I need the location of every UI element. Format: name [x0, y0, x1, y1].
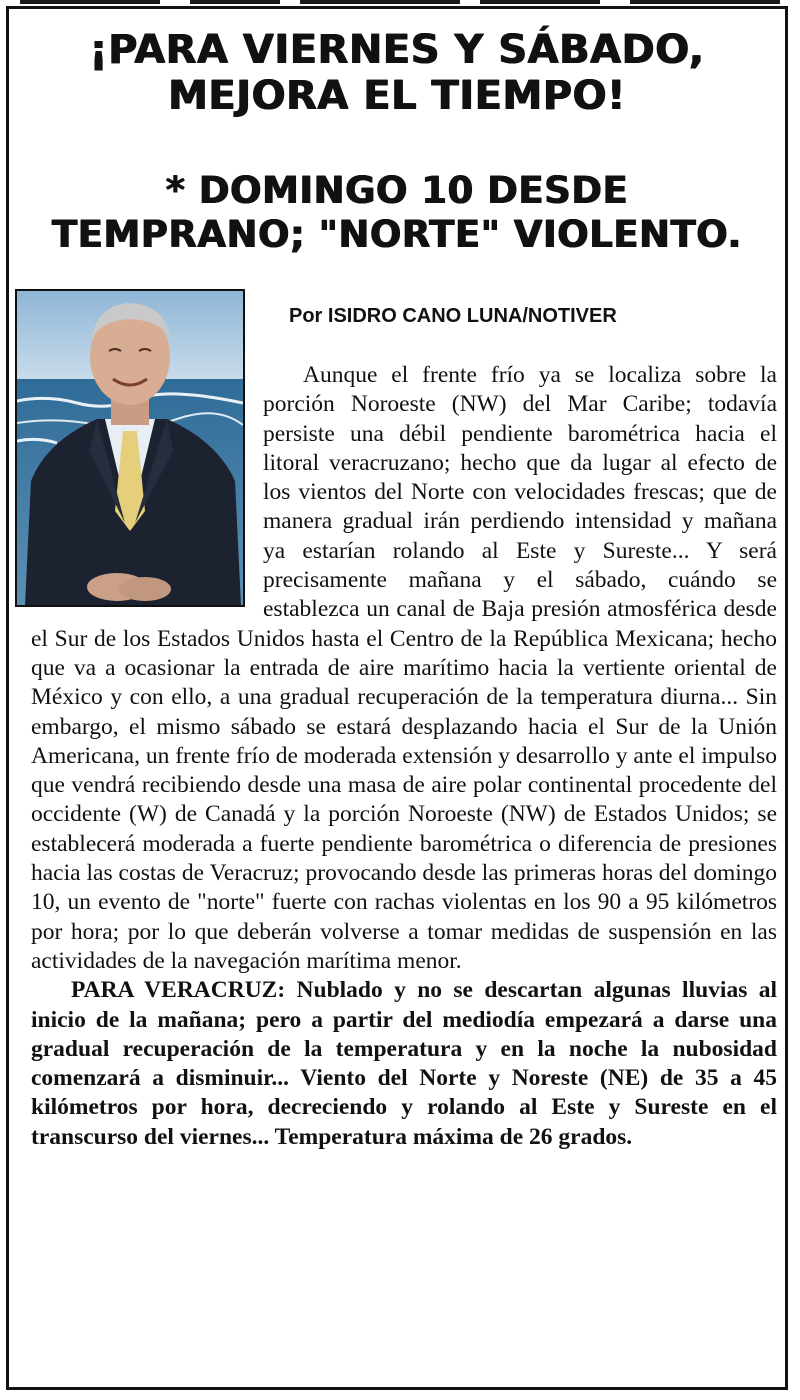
sub-headline: [9, 169, 785, 257]
byline: Por ISIDRO CANO LUNA/NOTIVER: [289, 305, 617, 327]
headline-line-1: ¡PARA VIERNES Y SÁBADO,: [89, 27, 705, 73]
article-body: [31, 361, 777, 1152]
sub-headline-line-2: TEMPRANO; "NORTE" VIOLENTO.: [52, 213, 742, 256]
main-headline: [9, 27, 785, 119]
article-paragraph-2-forecast: PARA VERACRUZ: Nublado y no se descartan algunas lluvias al inicio de la mañana; pero a partir del mediodía empezará a darse una gradual recuperación de la temperatura y en la noche la nubosidad comenzará a disminuir... Viento del Norte y Noreste (NE) de 35 a 45 kilómetros por hora, decreciendo y rolando al Este y Sureste en el transcurso del viernes... Temperatura máxima de 26 grados.: [31, 977, 777, 1150]
photo-wrap-spacer: [31, 361, 255, 619]
article-paragraph-1: Aunque el frente frío ya se localiza sobre la porción Noroeste (NW) del Mar Caribe; todavía persiste una débil pendiente barométrica hacia el litoral veracruzano; hecho que da lugar al efecto de los vientos del Norte con velocidades frescas; que de manera gradual irán perdiendo intensidad y mañana ya estarían rolando al Este y Sureste... Y será precisamente mañana y el sábado, cuándo se establezca un canal de Baja presión atmosférica desde el Sur de los Estados Unidos hasta el Centro de la República Mexicana; hecho que va a ocasionar la entrada de aire marítimo hacia la vertiente oriental de México y con ello, a una gradual recuperación de la temperatura diurna... Sin embargo, el mismo sábado se estará desplazando hacia el Sur de la Unión Americana, un frente frío de moderada extensión y desarrollo y ante el impulso que vendrá recibiendo desde una masa de aire polar continental procedente del occidente (W) de Canadá y la porción Noroeste (NW) de Estados Unidos; se establecerá moderada a fuerte pendiente barométrica o diferencia de presiones hacia las costas de Veracruz; provocando desde las primeras horas del domingo 10, un evento de "norte" fuerte con rachas violentas en los 90 a 95 kilómetros por hora; por lo que deberán volverse a tomar medidas de suspensión en las actividades de la navegación marítima menor.: [31, 362, 777, 974]
article-frame: [6, 6, 788, 1390]
sub-headline-line-1: * DOMINGO 10 DESDE: [165, 169, 629, 212]
headline-line-2: MEJORA EL TIEMPO!: [168, 73, 626, 119]
